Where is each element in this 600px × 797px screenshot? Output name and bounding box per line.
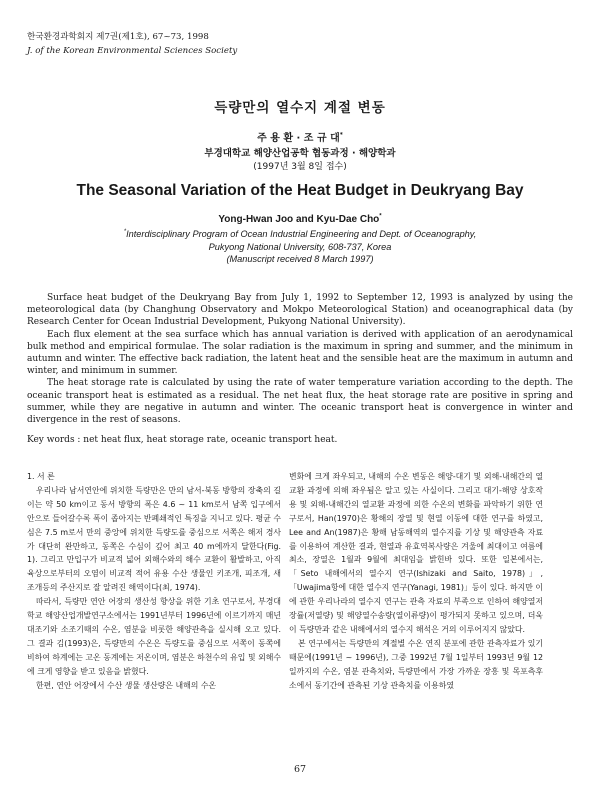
affiliation-en — [0, 228, 600, 266]
paper-title-ko: 득량만의 열수지 계절 변동 — [214, 100, 386, 116]
page-number: 67 — [293, 764, 307, 775]
abstract-paragraph-3: The heat storage rate is calculated by using the rate of water temperature variation according to the depth. The oceanic transport heat is estimated as a residual. The net heat flux, the heat storage rate are positive in spring and summer, while they are negative in autumn and winter. The oceanic transport heat is convergence in winter and divergence in the rest of seasons. — [27, 378, 573, 426]
left-paragraph-2: 따라서, 득량만 연안 어장의 생산성 향상을 위한 기초 연구로서, 부경대학교 해양산업개발연구소에서는 1991년부터 1996년에 이르기까지 매년 대조기와 소조기때의 수온, 염분을 비롯한 해양관측을 실시해 오고 있다. 그 결과 김(1993)은, 득량만의 수온은 득량도를 중심으로 서쪽이 동쪽에 비하여 하계에는 고온 동계에는 저온이며, 염분은 하천수의 유입 및 외해수에 크게 영향을 받고 있음을 밝혔다. — [27, 597, 281, 676]
affiliation-ko: 부경대학교 해양산업공학 협동과정 · 해양학과 — [204, 148, 396, 159]
journal-header — [27, 30, 237, 58]
affil-en-line1: Interdisciplinary Program of Ocean Industrial Engineering and Dept. of Oceanography, — [126, 229, 477, 239]
journal-name-en: J. of the Korean Environmental Sciences Society — [27, 46, 238, 56]
authors-ko — [0, 129, 600, 144]
right-paragraph-1: 변화에 크게 좌우되고, 내해의 수온 변동은 해양-대기 및 외해-내해간의 열교환 과정에 의해 좌우됨은 알고 있는 사실이다. 그리고 대기-해양 상호작용 및 외해-내해간의 열교환 과정에 의한 수온의 변화를 파악하기 위한 연구로서, Han(1970)은 황해의 장열 및 현열 이동에 대한 연구를 하였고, Lee and An(1987)은 황해 남동해역의 열수지를 기상 및 해양관측 자료를 이용하여 계산한 결과, 현열과 유효역복사량은 겨울에 최대이고 여름에 최소, 장열은 1월과 9월에 최대임을 밝힌바 있다. 또한 일본에서는, 「Seto 내해에서의 열수지 연구(Ishizaki and Saito, 1978)」, 「Uwajima항에 대한 열수지 연구(Yanagi, 1981)」등이 있다. 하지만 이에 관한 우리나라의 열수지 연구는 관측 자료의 부족으로 인하여 해양열저장률(저열량) 및 해양열수송량(열이류량)이 평가되지 못하고 있으며, 더욱이 득량만과 같은 내해에서의 열수지 해석은 거의 이루어지지 않았다. — [289, 472, 543, 634]
affil-en-line2: Pukyong National University, 608-737, Korea — [208, 241, 392, 252]
authors-ko-text: 주 용 환 · 조 규 대 — [257, 133, 340, 144]
affil-marker: * — [339, 131, 343, 139]
affil-en-line3: (Manuscript received 8 March 1997) — [226, 254, 374, 264]
authors-en-text: Yong-Hwan Joo and Kyu-Dae Cho — [218, 214, 380, 225]
authors-en — [0, 214, 600, 225]
left-paragraph-3: 한편, 연안 어장에서 수산 생물 생산량은 내해의 수온 — [36, 680, 217, 690]
affil-line-marker: * — [123, 228, 127, 235]
paper-title-en: The Seasonal Variation of the Heat Budget in Deukryang Bay — [76, 182, 524, 199]
keywords: Key words : net heat flux, heat storage rate, oceanic transport heat. — [27, 435, 338, 445]
body-left-column — [27, 470, 281, 693]
affil-marker-en: * — [379, 213, 382, 220]
left-paragraph-1: 우리나라 남서연안에 위치한 득량만은 만의 남서-북동 방향의 장축의 길이는 약 50 km이고 동서 방향의 폭은 4.6 ~ 11 km로서 남쪽 입구에서 안으로 들어갈수록 폭이 좁아지는 반폐쇄적인 특징을 지니고 있다. 평균 수심은 7.5 m로서 만의 중앙에 위치한 득량도를 중심으로 서쪽은 해저 경사가 대단히 완만하고, 동쪽은 수심이 깊어 최고 40 m에까지 달한다(Fig. 1). 그리고 만입구가 비교적 넓어 외해수와의 해수 교환이 활발하고, 아직 육상으로부터의 오염이 비교적 적어 유용 수산 생물인 키조개, 피조개, 새조개등의 주산지로 잘 알려진 해역이다(최, 1974). — [27, 485, 281, 593]
abstract — [27, 292, 573, 426]
received-date-ko: (1997년 3월 8일 접수) — [253, 162, 347, 172]
right-paragraph-2: 본 연구에서는 득량만의 계절별 수온 연직 분포에 관한 관측자료가 있기 때문에(1991년 ~ 1996년), 그중 1992년 7월 1일부터 1993년 9월 12일까지의 수온, 염분 관측치와, 득량만에서 가장 가까운 장흥 및 목포측후소에서 동기간에 관측된 기상 관측치를 이용하였 — [289, 638, 543, 690]
abstract-paragraph-1: Surface heat budget of the Deukryang Bay from July 1, 1992 to September 12, 1993 is analyzed by using the meteorological data (by Changhung Observatory and Mokpo Meteorological Station) and oceanographical data (by Research Center for Ocean Industrial Development, Pukyong National University). — [27, 293, 573, 328]
body-right-column — [289, 470, 543, 693]
section-heading-introduction: 1. 서 론 — [27, 472, 55, 481]
journal-citation-ko: 한국환경과학회지 제7권(제1호), 67~73, 1998 — [27, 32, 209, 42]
abstract-paragraph-2: Each flux element at the sea surface which has annual variation is derived with application of an aerodynamical bulk method and empirical formulae. The solar radiation is the maximum in spring and summer, and the minimum in autumn and winter. The effective back radiation, the latent heat and the sensible heat are the maximum in autumn and winter, and minimum in summer. — [27, 329, 573, 377]
